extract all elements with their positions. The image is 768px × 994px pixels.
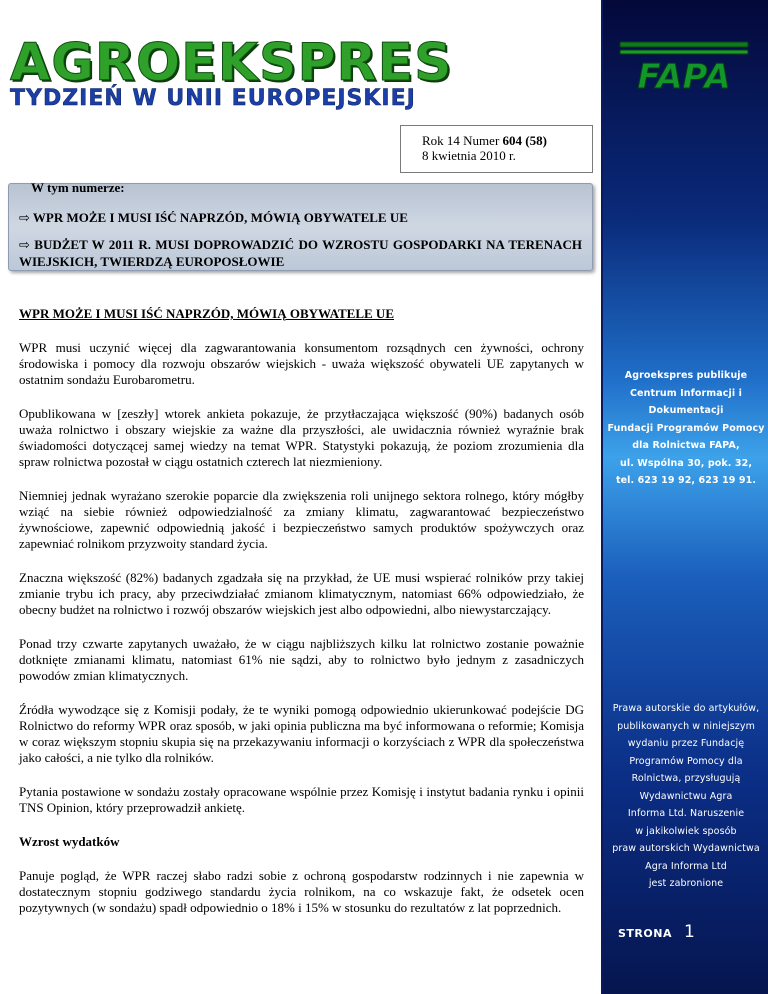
contents-item[interactable] — [19, 210, 582, 227]
masthead — [10, 33, 453, 111]
contents-item-label: WPR MOŻE I MUSI IŚĆ NAPRZÓD, MÓWIĄ OBYWATELE UE — [32, 210, 408, 225]
fapa-logo — [618, 36, 750, 92]
publisher-line: dla Rolnictwa FAPA, — [632, 440, 740, 451]
article-paragraph: Pytania postawione w sondażu zostały opracowane wspólnie przez Komisję i instytut badania rynku i opinii TNS Opinion, który przeprowadził ankietę. — [19, 784, 584, 815]
arrow-right-icon: ⇨ — [19, 211, 30, 226]
page-number-value: 1 — [683, 922, 695, 942]
publisher-info — [606, 367, 766, 490]
copyright-line: publikowanych w niniejszym — [617, 720, 755, 732]
article-paragraph: Niemniej jednak wyrażano szerokie poparcie dla zwiększenia roli unijnego sektora rolnego, który mógłby wziąć na siebie również odpowiedzialność za zmiany klimatu, zagwarantować bezpieczeństwo żywnościowe, zapewnić odpowiednią jakość i bezpieczeństwo samych produktów spożywczych oraz zapewniać rolnikom przyzwoity standard życia. — [19, 488, 584, 551]
publisher-line: tel. 623 19 92, 623 19 91. — [615, 475, 757, 486]
masthead-subtitle: TYDZIEŃ W UNII EUROPEJSKIEJ — [10, 86, 416, 111]
article-subheading: Wzrost wydatków — [19, 834, 120, 849]
issue-date: 8 kwietnia 2010 r. — [422, 148, 516, 163]
fapa-logo-text: FAPA — [637, 57, 731, 92]
copyright-line: Prawa autorskie do artykułów, — [612, 703, 760, 714]
copyright-line: praw autorskich Wydawnictwa — [612, 843, 760, 854]
copyright-line: wydaniu przez Fundację — [627, 738, 745, 749]
publisher-line: Agroekspres publikuje — [624, 370, 748, 381]
article-paragraph: Znaczna większość (82%) badanych zgadzała się na przykład, że UE musi wspierać rolników przy takiej zmianie trybu ich pracy, aby przeciwdziałać zmianom klimatycznym, natomiast 66% odpowiedziało, że obecny budżet na rolnictwo i rozwój obszarów wiejskich jest albo odpowiedni, albo niewystarczający. — [19, 570, 584, 617]
article — [19, 306, 584, 934]
arrow-right-icon: ⇨ — [19, 238, 30, 253]
masthead-title: AGROEKSPRES — [10, 33, 453, 93]
article-paragraph: WPR musi uczynić więcej dla zagwarantowania konsumentom rozsądnych cen żywności, ochrony środowiska i pomocy dla rozwoju obszarów wiejskich - uważa większość obywateli UE zapytanych w ostatnim sondażu Eurobarometru. — [19, 340, 584, 387]
contents-header: W tym numerze: — [31, 180, 125, 195]
publisher-line: Fundacji Programów Pomocy — [607, 422, 765, 434]
copyright-notice — [606, 700, 766, 893]
publisher-line: Centrum Informacji i Dokumentacji — [629, 387, 743, 416]
page-label: STRONA — [618, 927, 672, 940]
article-title: WPR MOŻE I MUSI IŚĆ NAPRZÓD, MÓWIĄ OBYWATELE UE — [19, 306, 394, 321]
article-paragraph: Opublikowana w [zeszły] wtorek ankieta pokazuje, że przytłaczająca większość (90%) badanych osób uważa rolnictwo i obszary wiejskie za ważne dla przyszłości, ale uwidacznia również wyraźnie brak świadomości dotyczącej samej wiedzy na temat WPR. Statystyki pokazują, że poziom zrozumienia dla spraw rolnictwa pozostał w ciągu ostatnich czterech lat niezmieniony. — [19, 406, 584, 469]
copyright-line: w jakikolwiek sposób — [635, 825, 737, 837]
article-paragraph: Panuje pogląd, że WPR raczej słabo radzi sobie z ochroną gospodarstw rodzinnych i nie zapewnia w dostatecznym stopniu godziwego standardu życia rolnikom, na co wskazuje fakt, że odsetek ocen pozytywnych (w sondażu) spadł odpowiednio o 18% i 15% w stosunku do rezultatów z lat poprzednich. — [19, 868, 584, 915]
copyright-line: Agra Informa Ltd — [645, 860, 727, 872]
copyright-line: Wydawnictwu Agra — [639, 790, 733, 802]
contents-item-label: BUDŻET W 2011 R. MUSI DOPROWADZIĆ DO WZROSTU GOSPODARKI NA TERENACH WIEJSKICH, TWIERDZĄ EUROPOSŁOWIE — [19, 237, 583, 269]
page-number — [618, 922, 695, 942]
contents-box — [8, 180, 593, 271]
article-paragraph: Ponad trzy czwarte zapytanych uważało, że w ciągu najbliższych kilku lat rolnictwo zostanie poważnie dotknięte zmianami klimatu, natomiast 61% nie sądzi, aby to rolnictwo było jednym z zasadniczych powodów zmian klimatycznych. — [19, 636, 584, 683]
publisher-line: ul. Wspólna 30, pok. 32, — [619, 457, 753, 469]
copyright-line: Informa Ltd. Naruszenie — [627, 808, 745, 819]
contents-item[interactable] — [19, 237, 582, 270]
copyright-line: Programów Pomocy dla — [629, 755, 743, 767]
issue-prefix: Rok 14 Numer — [422, 133, 503, 148]
issue-number: 604 (58) — [502, 133, 547, 148]
copyright-line: Rolnictwa, przysługują — [631, 773, 741, 784]
issue-box — [400, 125, 593, 173]
article-paragraph: Źródła wywodzące się z Komisji podały, że te wyniki pomogą odpowiednio ukierunkować podejście DG Rolnictwo do reformy WPR oraz sposób, w jaki opinia publiczna ma być informowana o reformie; Komisja w coraz większym stopniu skupia się na przekazywaniu informacji o korzyściach z WPR dla społeczeństwa jako całości, a nie tylko dla rolników. — [19, 702, 584, 765]
issue-number-line — [422, 133, 592, 148]
copyright-line: jest zabronione — [648, 878, 724, 889]
